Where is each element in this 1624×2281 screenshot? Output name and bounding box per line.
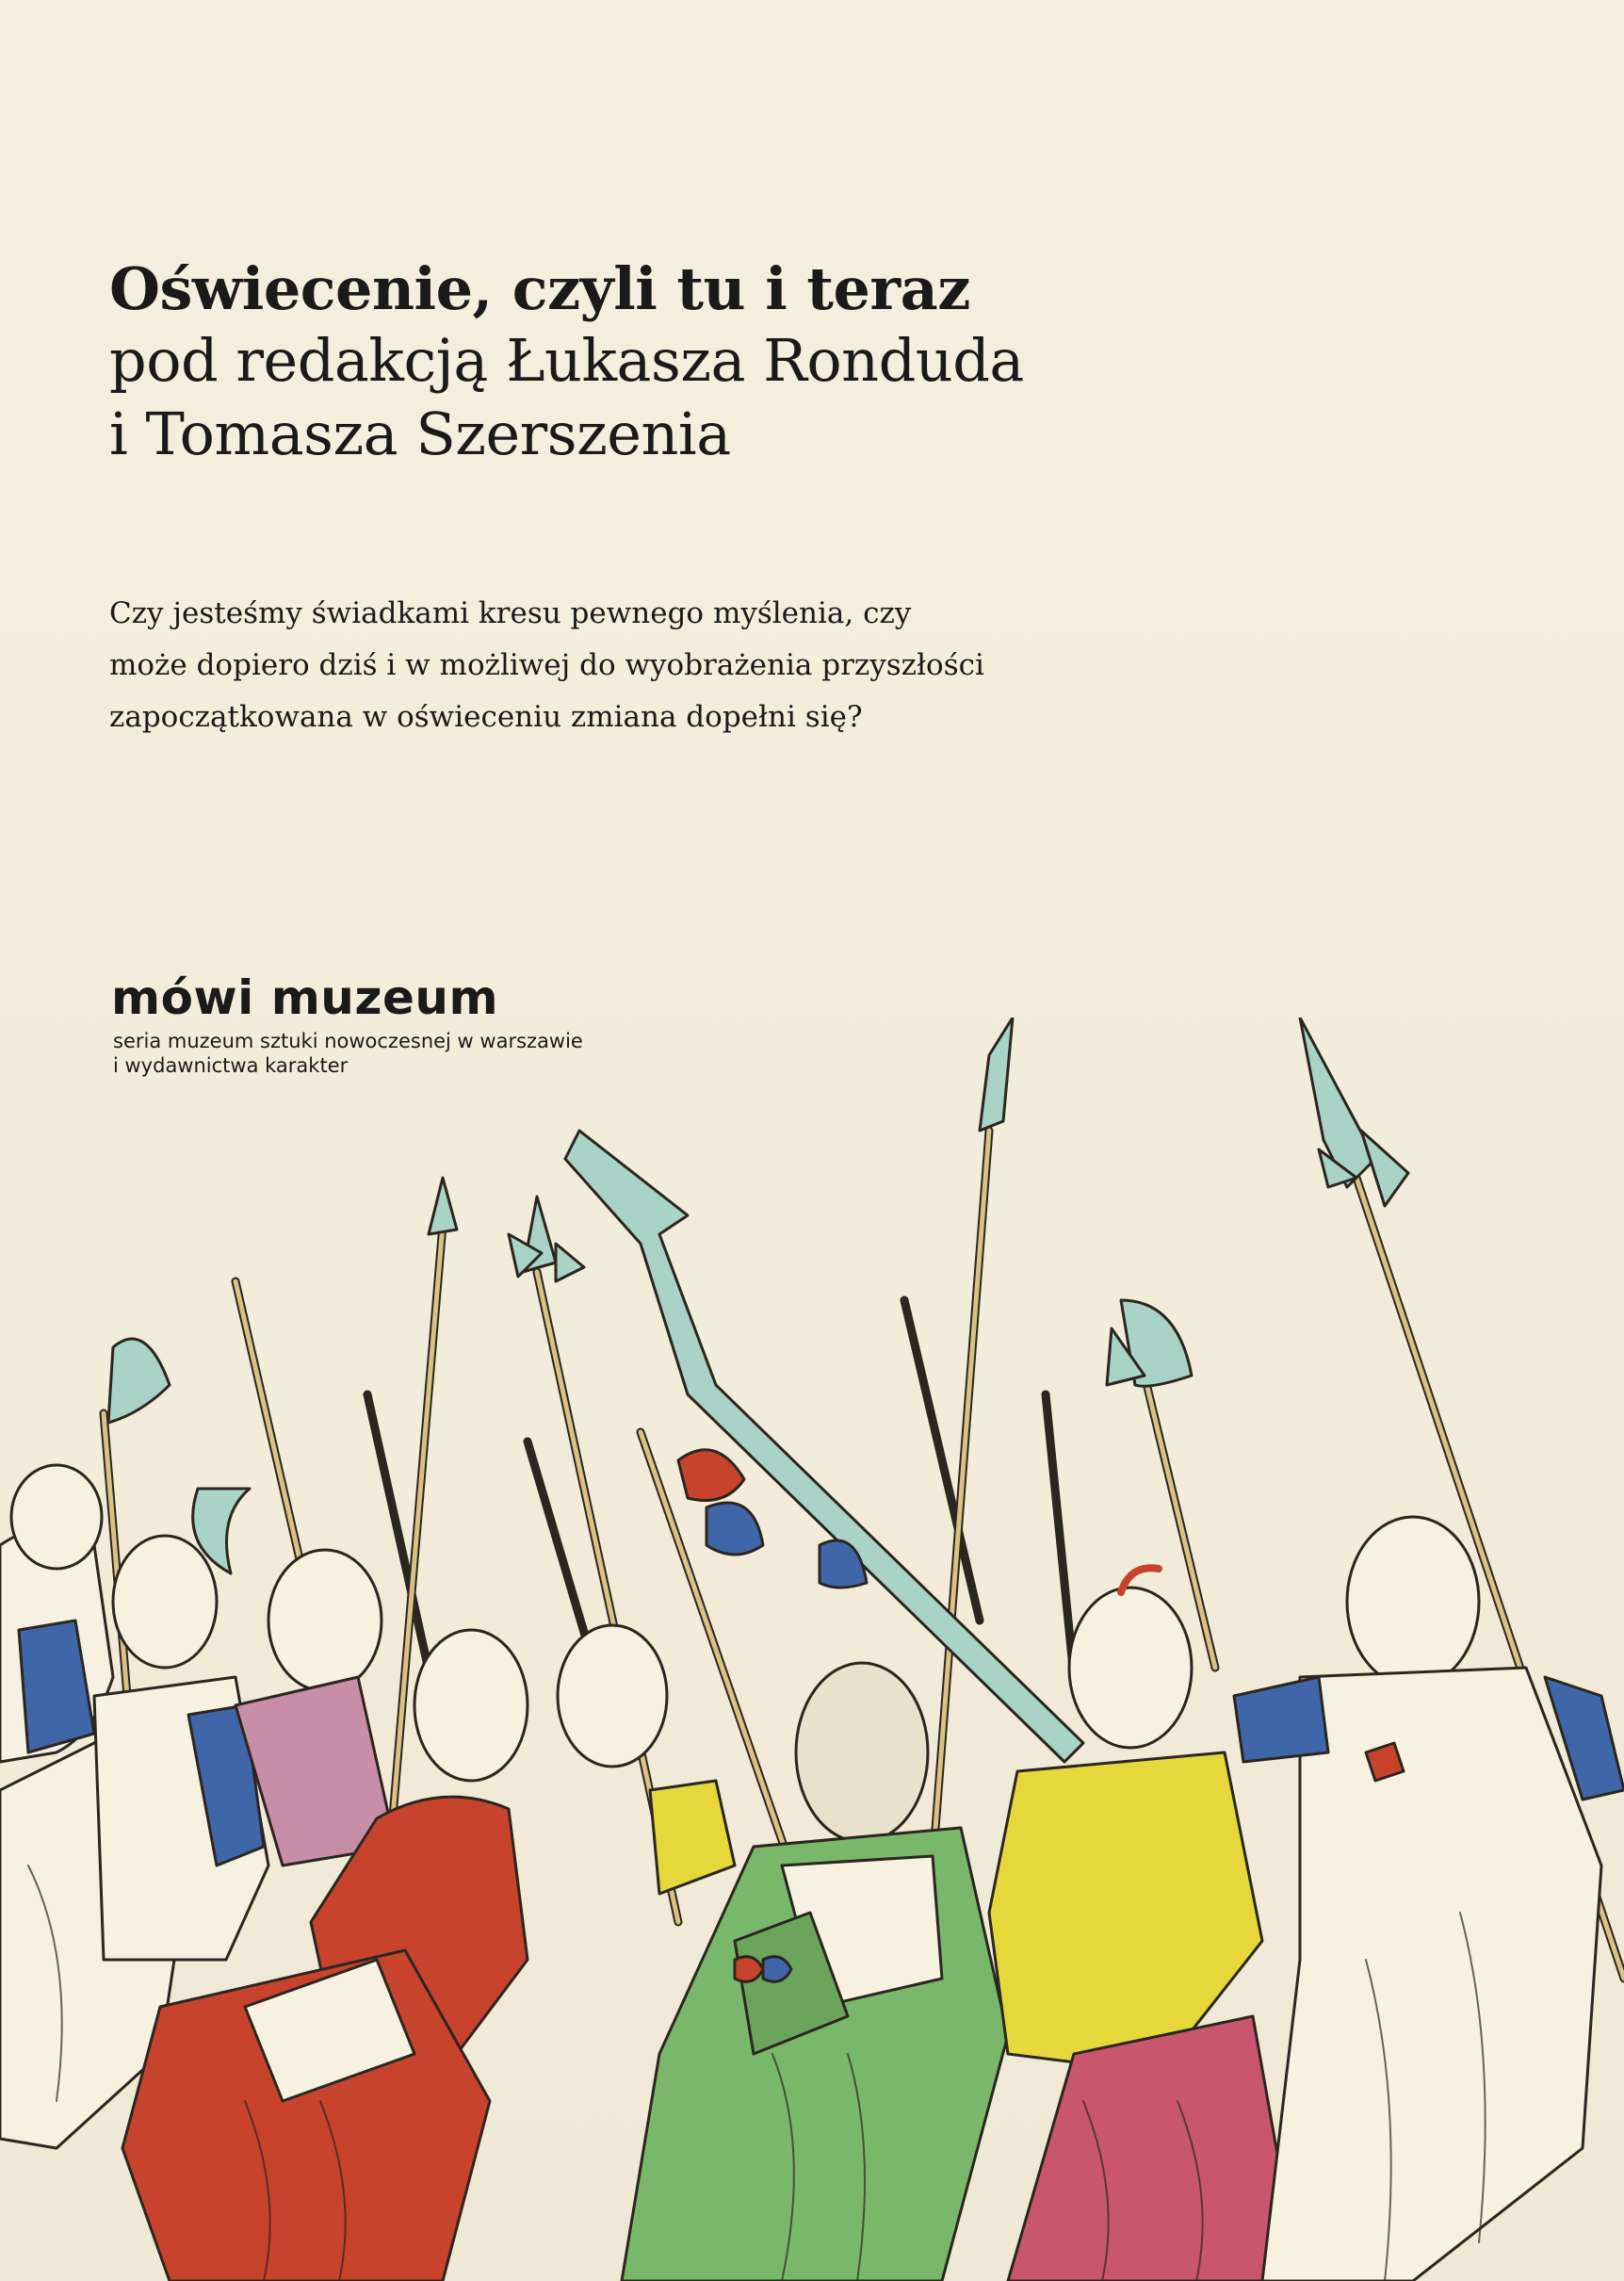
blurb-line-1: Czy jesteśmy świadkami kresu pewnego myślenia, czy <box>109 596 912 630</box>
crowd-illustration <box>0 1018 1624 2281</box>
crowd-figures <box>0 1450 1624 2281</box>
blurb-line-3: zapoczątkowana w oświeceniu zmiana dopełni się? <box>109 700 863 734</box>
editors-line-1: pod redakcją Łukasza Ronduda <box>109 326 1024 395</box>
editors-line-2: i Tomasza Szerszenia <box>109 399 731 468</box>
series-desc-line-1: seria muzeum sztuki nowoczesnej w warszawie <box>113 1030 583 1052</box>
blurb-line-2: może dopiero dziś i w możliwej do wyobrażenia przyszłości <box>109 648 984 682</box>
blurb <box>109 588 1334 743</box>
series-block <box>111 970 583 1078</box>
title-block <box>109 254 1428 471</box>
series-description <box>113 1029 583 1078</box>
series-logo: mówi muzeum <box>111 970 499 1025</box>
book-title: Oświecenie, czyli tu i teraz <box>109 254 970 323</box>
series-desc-line-2: i wydawnictwa karakter <box>113 1054 349 1077</box>
